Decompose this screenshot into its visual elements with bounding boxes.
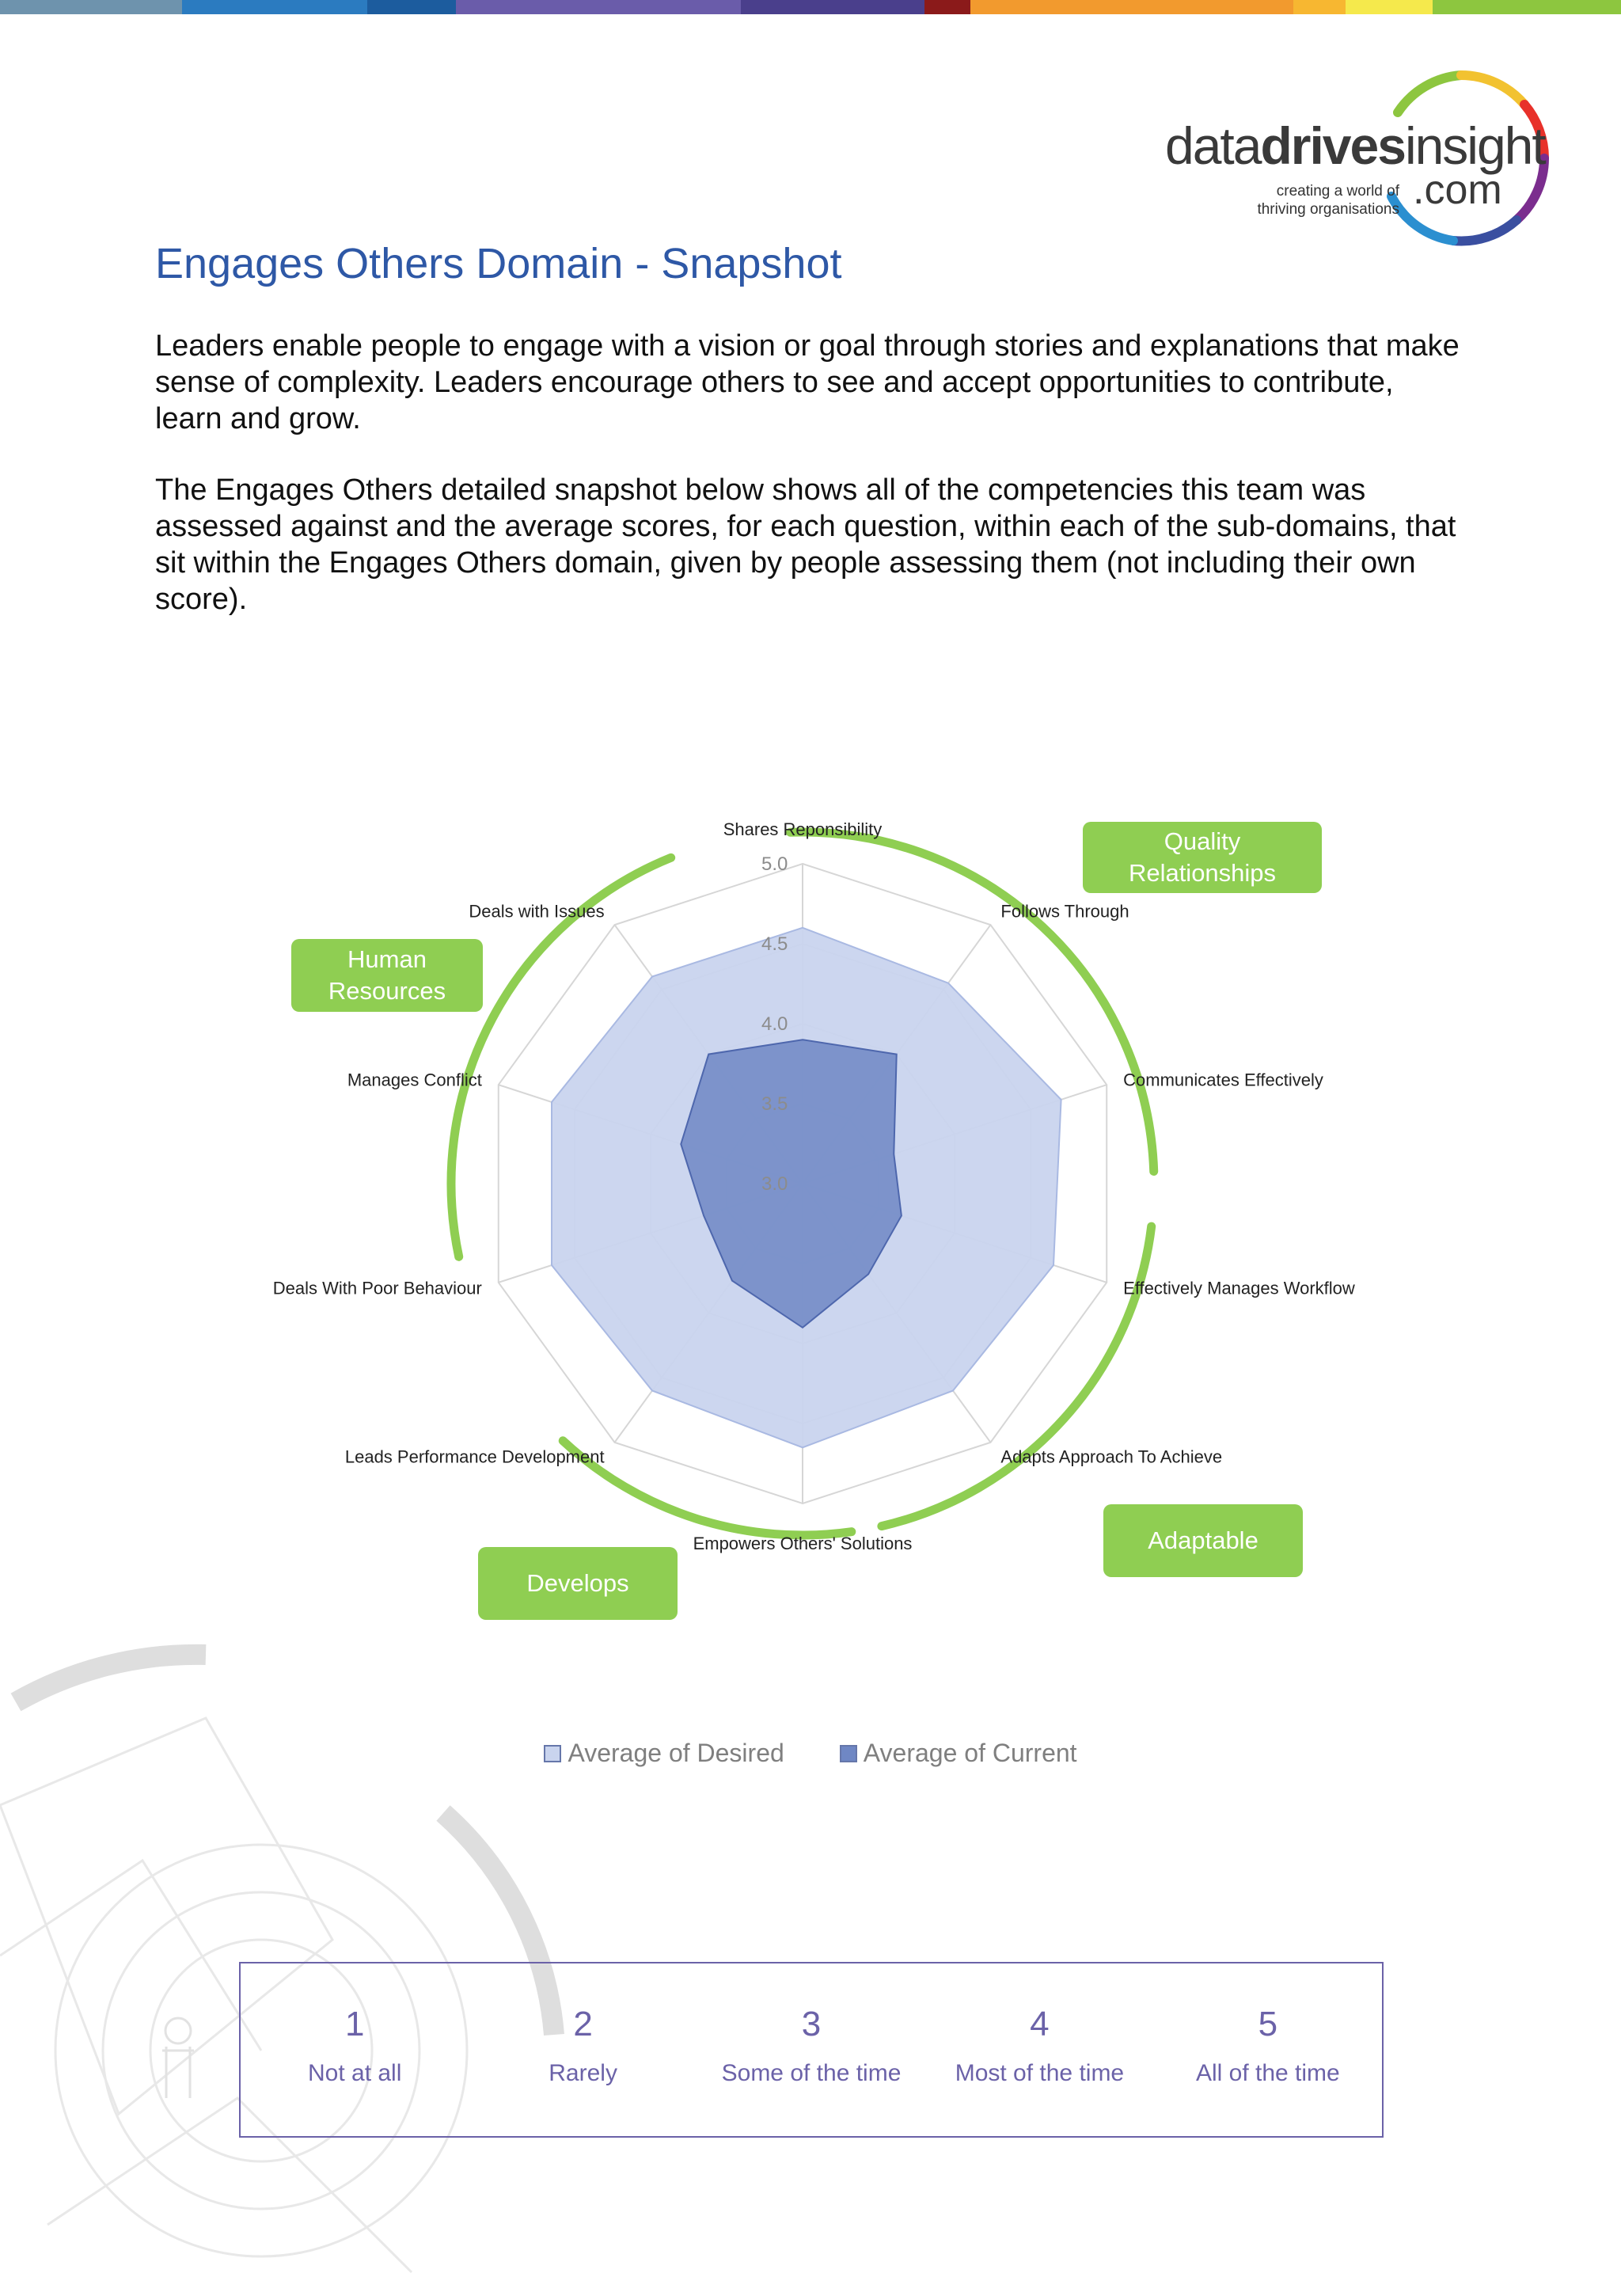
axis-label: Adapts Approach To Achieve [1000, 1446, 1223, 1467]
scale-number: 4 [1030, 2005, 1050, 2043]
legend-swatch-desired [544, 1745, 561, 1762]
chart-legend [0, 1739, 1621, 1768]
logo-domain: .com [1413, 167, 1502, 213]
color-strip-segment [367, 0, 456, 14]
tick-label: 3.0 [761, 1173, 788, 1195]
background-decoration [0, 1623, 602, 2296]
page-title: Engages Others Domain - Snapshot [155, 240, 842, 287]
axis-label: Leads Performance Development [344, 1446, 605, 1467]
color-strip-segment [456, 0, 741, 14]
scale-number: 1 [344, 2005, 365, 2043]
domain-label-human-resources: Human Resources [291, 939, 483, 1012]
color-strip-segment [1433, 0, 1621, 14]
scale-item [697, 1963, 925, 2136]
scale-text: Most of the time [955, 2060, 1125, 2086]
tick-label: 4.5 [761, 933, 788, 955]
intro-paragraph: Leaders enable people to engage with a vision or goal through stories and explanations that make sense of complexity. Leaders encourage others to see and accept opportunities to contribute, learn and grow. [155, 329, 1460, 435]
domain-label-adaptable: Adaptable [1103, 1504, 1303, 1577]
scale-text: Rarely [549, 2060, 617, 2086]
color-strip-segment [1293, 0, 1346, 14]
axis-label: Deals with Issues [469, 901, 605, 922]
description-paragraph: The Engages Others detailed snapshot below shows all of the competencies this team was assessed against and the average scores, for each question, within each of the sub-domains, that sit within the Engages Others domain, given by people assessing them (not including their own score). [155, 473, 1456, 616]
color-strip-segment [741, 0, 924, 14]
logo-wordmark: datadrivesinsight [1165, 116, 1545, 175]
axis-label: Manages Conflict [347, 1070, 482, 1090]
scale-number: 2 [573, 2005, 593, 2043]
scale-text: Some of the time [721, 2060, 902, 2086]
scale-number: 5 [1258, 2005, 1278, 2043]
tick-label: 5.0 [761, 853, 788, 875]
color-strip-segment [1346, 0, 1433, 14]
scale-item [241, 1963, 469, 2136]
legend-label-current: Average of Current [863, 1739, 1077, 1767]
rating-scale [239, 1962, 1384, 2138]
axis-label: Shares Reponsibility [723, 819, 883, 839]
color-strip-segment [0, 0, 182, 14]
scale-item [469, 1963, 697, 2136]
axis-label: Deals With Poor Behaviour [272, 1278, 482, 1298]
radar-chart [0, 784, 1621, 1576]
scale-number: 3 [801, 2005, 822, 2043]
legend-label-desired: Average of Desired [568, 1739, 784, 1767]
axis-label: Follows Through [1000, 901, 1129, 922]
domain-arc-develops [563, 1441, 852, 1535]
axis-label: Empowers Others' Solutions [693, 1534, 913, 1553]
legend-item-desired [544, 1739, 784, 1768]
domain-label-develops: Develops [478, 1547, 678, 1620]
tick-label: 4.0 [761, 1013, 788, 1035]
legend-swatch-current [840, 1745, 857, 1762]
scale-text: All of the time [1195, 2060, 1340, 2086]
domain-label-quality-relationships: Quality Relationships [1083, 822, 1322, 893]
logo-tagline: creating a world of thriving organisations [1257, 183, 1399, 218]
color-strip-segment [182, 0, 367, 14]
axis-label: Communicates Effectively [1123, 1070, 1323, 1090]
tick-label: 3.5 [761, 1093, 788, 1115]
color-strip-segment [970, 0, 1293, 14]
color-strip-segment [924, 0, 970, 14]
scale-text: Not at all [308, 2060, 402, 2086]
axis-label: Effectively Manages Workflow [1123, 1278, 1355, 1298]
top-color-strip [0, 0, 1621, 14]
scale-item [1154, 1963, 1382, 2136]
radar-series [552, 928, 1061, 1448]
legend-item-current [840, 1739, 1077, 1768]
scale-item [925, 1963, 1153, 2136]
company-logo [1140, 63, 1567, 253]
